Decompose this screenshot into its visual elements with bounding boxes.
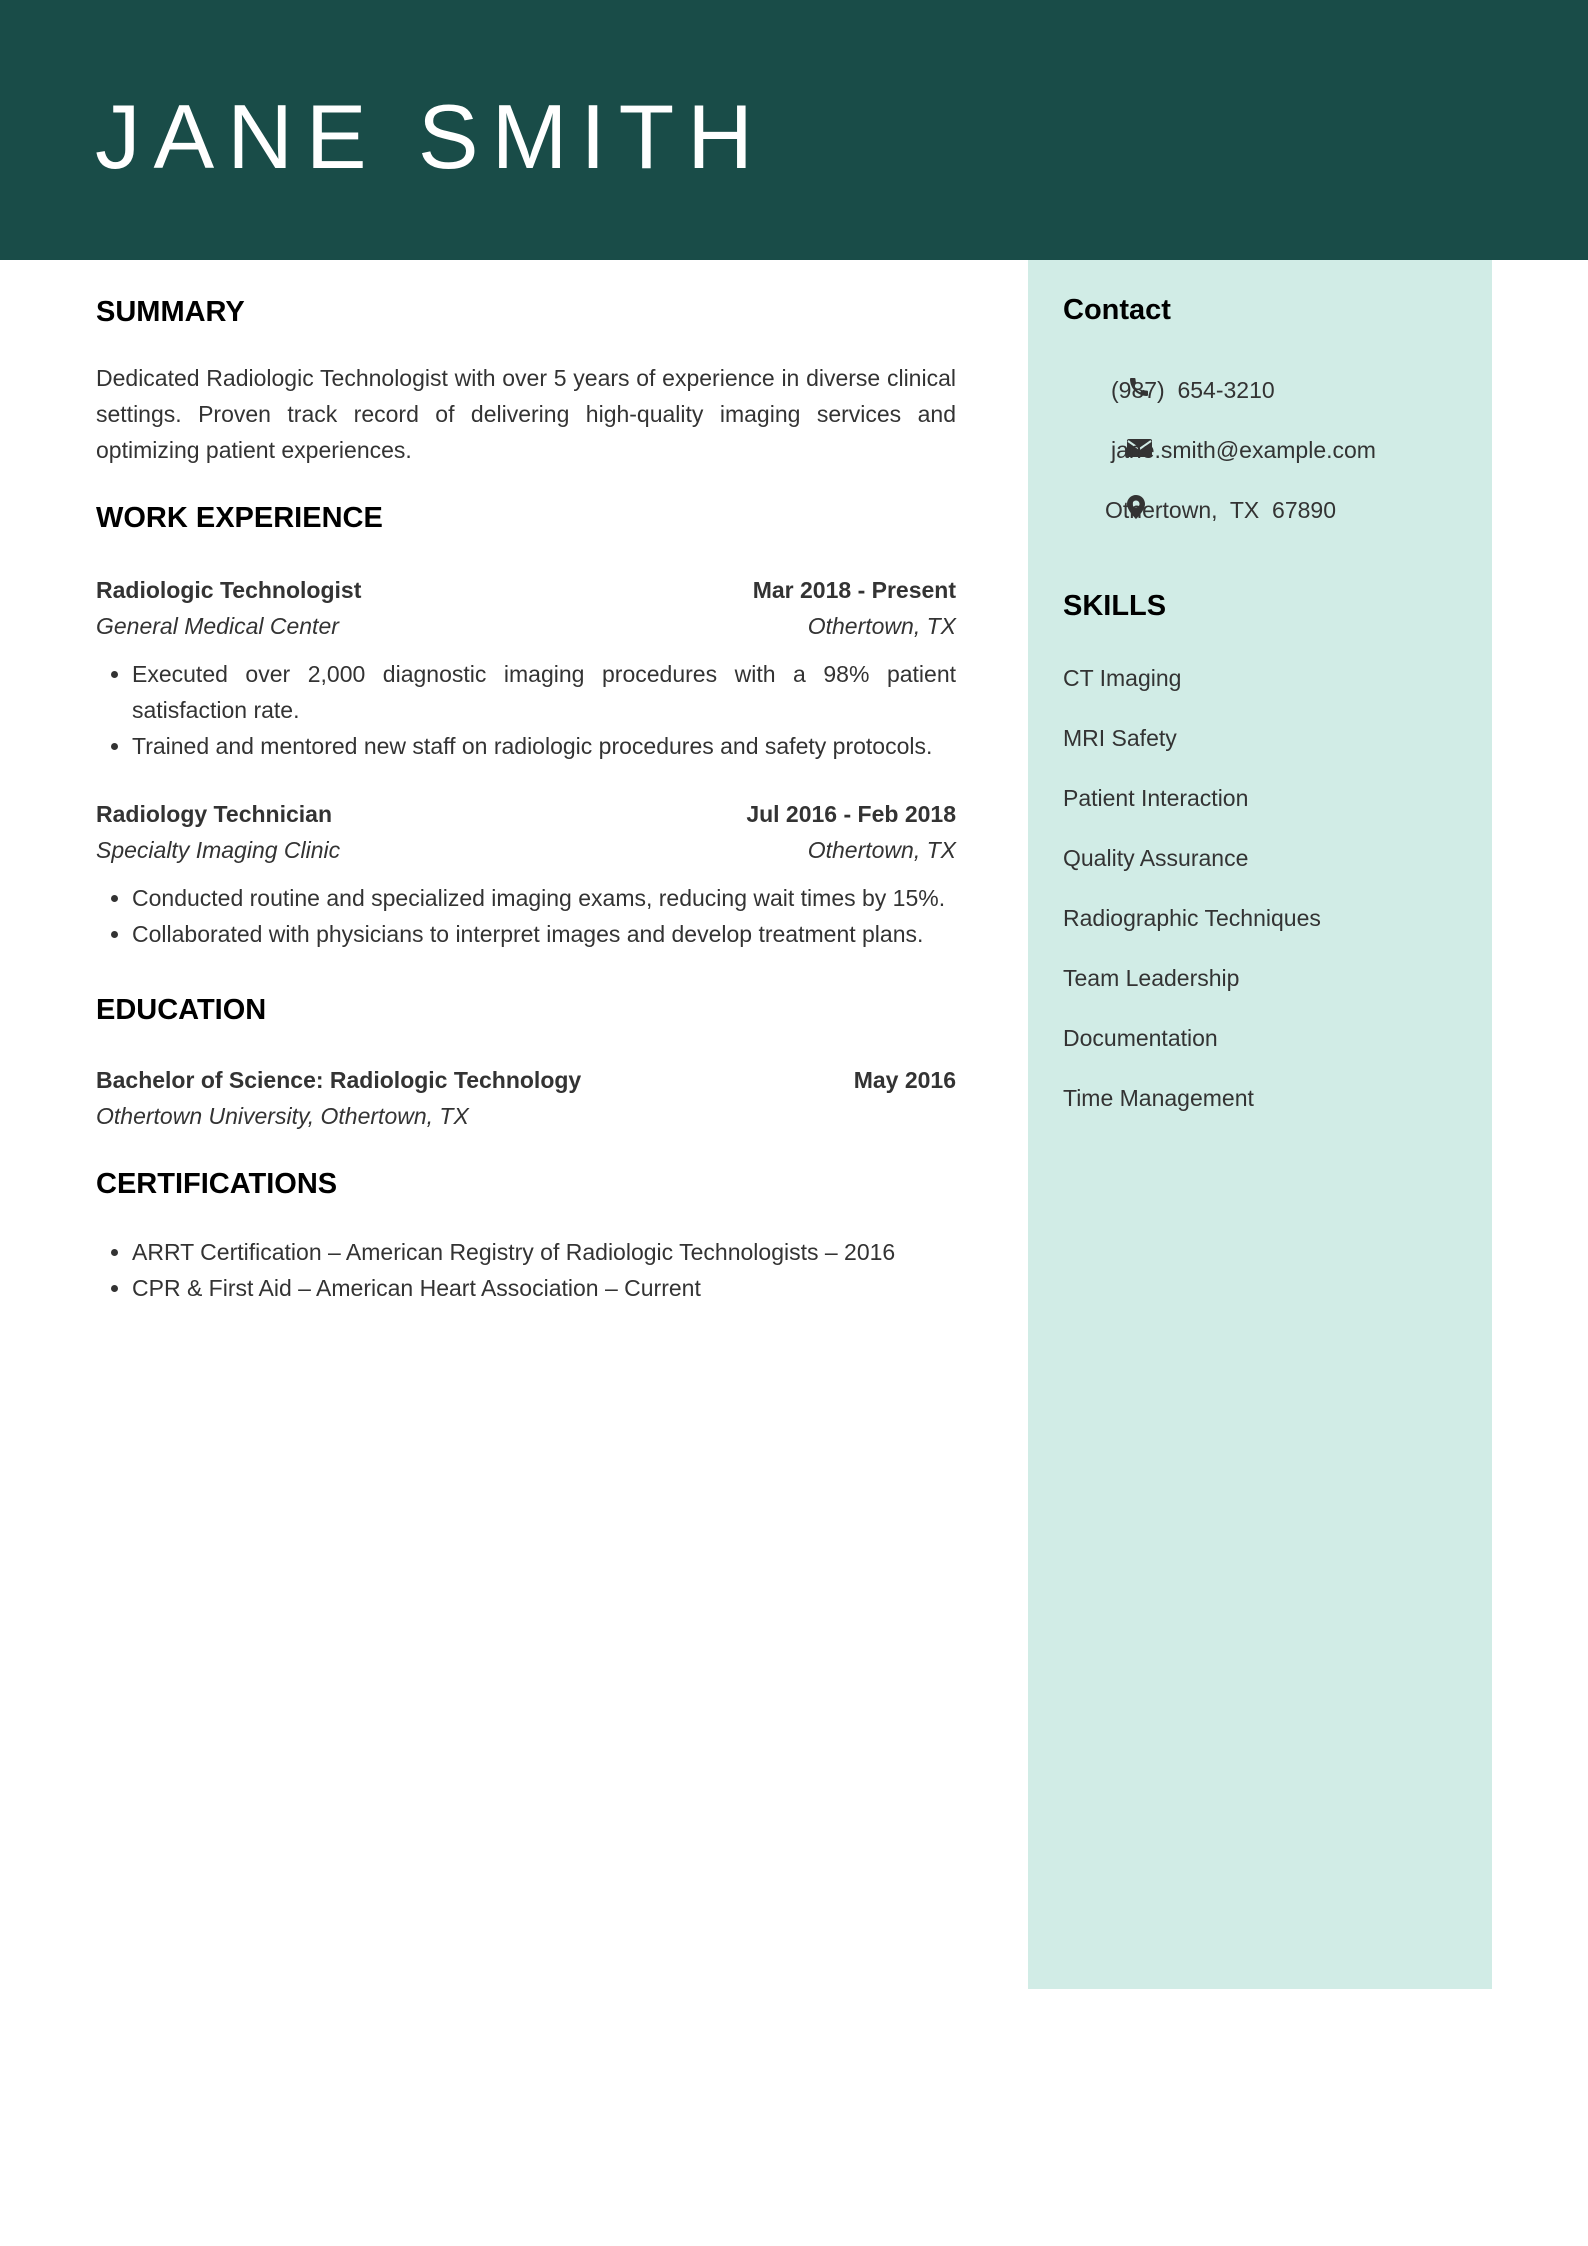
contact-phone xyxy=(1063,360,1463,420)
job-title: Radiologic Technologist xyxy=(96,577,362,603)
job-bullets xyxy=(96,880,956,952)
job-company: Specialty Imaging Clinic xyxy=(96,837,341,863)
skill-item: CT Imaging xyxy=(1063,665,1182,691)
sidebar xyxy=(1028,260,1492,1989)
summary-section xyxy=(96,292,956,468)
skill-item: Documentation xyxy=(1063,1025,1218,1051)
school: Othertown University, Othertown, TX xyxy=(96,1103,469,1129)
job-dates: Jul 2016 - Feb 2018 xyxy=(746,801,956,827)
work-experience-section xyxy=(96,498,956,952)
skill-item: Radiographic Techniques xyxy=(1063,905,1321,931)
job-location: Othertown, TX xyxy=(807,613,956,639)
contact-address-text: Othertown, TX 67890 xyxy=(1105,496,1336,523)
certifications-title: CERTIFICATIONS xyxy=(96,1168,338,1200)
contact-email-text: jane.smith@example.com xyxy=(1111,436,1376,463)
contact-list xyxy=(1063,360,1463,540)
job-bullet: • Collaborated with physicians to interpret images and develop treatment plans. xyxy=(132,916,956,952)
contact-title: Contact xyxy=(1063,294,1171,326)
certification-list xyxy=(96,1234,956,1306)
contact-address xyxy=(1063,480,1463,540)
job-bullet: • Executed over 2,000 diagnostic imaging procedures with a 98% patient satisfaction rate. xyxy=(132,656,956,728)
work-experience-title: WORK EXPERIENCE xyxy=(96,502,383,534)
degree: Bachelor of Science: Radiologic Technology xyxy=(96,1067,582,1093)
job-company: General Medical Center xyxy=(96,613,339,639)
summary-text: Dedicated Radiologic Technologist with over 5 years of experience in diverse clinical settings. Proven track record of delivering high-quality imaging services and optimizing patient experiences. xyxy=(96,365,956,463)
summary-title: SUMMARY xyxy=(96,296,245,328)
header-banner xyxy=(0,0,1588,260)
skill-item: Time Management xyxy=(1063,1085,1254,1111)
job-bullet: • Conducted routine and specialized imaging exams, reducing wait times by 15%. xyxy=(132,880,956,916)
skill-item: MRI Safety xyxy=(1063,725,1177,751)
job-entry xyxy=(96,572,956,764)
graduation-date: May 2016 xyxy=(853,1067,956,1093)
skills-title: SKILLS xyxy=(1063,590,1167,622)
job-dates: Mar 2018 - Present xyxy=(752,577,956,603)
job-title: Radiology Technician xyxy=(96,801,332,827)
skills-list xyxy=(1063,648,1463,1128)
contact-phone-text: (987) 654-3210 xyxy=(1111,376,1275,403)
skill-item: Patient Interaction xyxy=(1063,785,1249,811)
map-pin-icon xyxy=(1063,468,1105,552)
job-location: Othertown, TX xyxy=(807,837,956,863)
main-column xyxy=(96,292,956,1306)
education-section xyxy=(96,990,956,1134)
job-bullets xyxy=(96,656,956,764)
education-title: EDUCATION xyxy=(96,994,267,1026)
skill-item: Quality Assurance xyxy=(1063,845,1249,871)
contact-email xyxy=(1063,420,1463,480)
certification-item: • ARRT Certification – American Registry of Radiologic Technologists – 2016 xyxy=(132,1234,956,1270)
candidate-name: JANE SMITH xyxy=(95,87,766,188)
skill-item: Team Leadership xyxy=(1063,965,1240,991)
job-bullet: • Trained and mentored new staff on radiologic procedures and safety protocols. xyxy=(132,728,956,764)
certification-item: • CPR & First Aid – American Heart Association – Current xyxy=(132,1270,956,1306)
certifications-section xyxy=(96,1164,956,1306)
job-entry xyxy=(96,796,956,952)
